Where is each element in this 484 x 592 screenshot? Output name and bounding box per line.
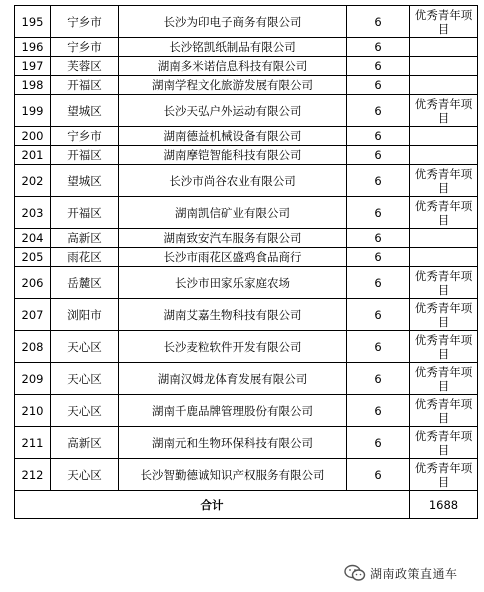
table-row: [15, 267, 478, 299]
table-body: [15, 6, 478, 491]
row-note: 优秀青年项目: [410, 395, 478, 427]
total-amount: 1688: [410, 491, 478, 519]
row-note: 优秀青年项目: [410, 197, 478, 229]
row-number: 204: [15, 229, 51, 248]
row-number: 206: [15, 267, 51, 299]
row-district: 天心区: [51, 459, 119, 491]
row-amount: 6: [347, 197, 410, 229]
row-company: 长沙麦粒软件开发有限公司: [119, 331, 347, 363]
row-note: 优秀青年项目: [410, 267, 478, 299]
row-amount: 6: [347, 248, 410, 267]
row-number: 211: [15, 427, 51, 459]
row-district: 天心区: [51, 331, 119, 363]
funding-table: [14, 5, 478, 519]
table-row: [15, 395, 478, 427]
row-number: 197: [15, 57, 51, 76]
watermark: [344, 561, 482, 585]
row-number: 201: [15, 146, 51, 165]
row-note: 优秀青年项目: [410, 427, 478, 459]
row-company: 湖南艾嘉生物科技有限公司: [119, 299, 347, 331]
row-company: 湖南摩铠智能科技有限公司: [119, 146, 347, 165]
row-amount: 6: [347, 427, 410, 459]
row-note: 优秀青年项目: [410, 165, 478, 197]
row-amount: 6: [347, 38, 410, 57]
row-note: 优秀青年项目: [410, 363, 478, 395]
row-amount: 6: [347, 127, 410, 146]
row-district: 天心区: [51, 395, 119, 427]
row-district: 高新区: [51, 427, 119, 459]
table-row: [15, 299, 478, 331]
row-district: 岳麓区: [51, 267, 119, 299]
row-company: 湖南致安汽车服务有限公司: [119, 229, 347, 248]
row-number: 200: [15, 127, 51, 146]
table-row: [15, 427, 478, 459]
row-company: 长沙为印电子商务有限公司: [119, 6, 347, 38]
row-company: 长沙市雨花区盛鸡食品商行: [119, 248, 347, 267]
row-district: 望城区: [51, 95, 119, 127]
row-district: 宁乡市: [51, 127, 119, 146]
row-note: [410, 76, 478, 95]
table-row: [15, 95, 478, 127]
row-amount: 6: [347, 57, 410, 76]
row-district: 开福区: [51, 76, 119, 95]
row-amount: 6: [347, 363, 410, 395]
row-note: 优秀青年项目: [410, 95, 478, 127]
row-note: [410, 38, 478, 57]
row-company: 湖南学程文化旅游发展有限公司: [119, 76, 347, 95]
row-company: 长沙市田家乐家庭农场: [119, 267, 347, 299]
row-number: 195: [15, 6, 51, 38]
table-row: [15, 146, 478, 165]
row-note: [410, 146, 478, 165]
row-company: 湖南多米诺信息科技有限公司: [119, 57, 347, 76]
row-number: 196: [15, 38, 51, 57]
table-row: [15, 165, 478, 197]
row-company: 湖南凯信矿业有限公司: [119, 197, 347, 229]
table-row: [15, 459, 478, 491]
row-district: 开福区: [51, 146, 119, 165]
table-row: [15, 197, 478, 229]
row-company: 湖南元和生物环保科技有限公司: [119, 427, 347, 459]
row-company: 长沙市尚谷农业有限公司: [119, 165, 347, 197]
row-company: 湖南汉姆龙体育发展有限公司: [119, 363, 347, 395]
row-amount: 6: [347, 165, 410, 197]
table-row: [15, 38, 478, 57]
row-district: 开福区: [51, 197, 119, 229]
row-number: 207: [15, 299, 51, 331]
row-amount: 6: [347, 6, 410, 38]
table-row: [15, 248, 478, 267]
row-district: 天心区: [51, 363, 119, 395]
row-number: 198: [15, 76, 51, 95]
total-row: [15, 491, 478, 519]
row-district: 芙蓉区: [51, 57, 119, 76]
row-note: 优秀青年项目: [410, 459, 478, 491]
row-note: [410, 57, 478, 76]
row-company: 湖南德益机械设备有限公司: [119, 127, 347, 146]
row-number: 199: [15, 95, 51, 127]
row-number: 205: [15, 248, 51, 267]
row-district: 浏阳市: [51, 299, 119, 331]
row-amount: 6: [347, 395, 410, 427]
row-district: 宁乡市: [51, 6, 119, 38]
row-amount: 6: [347, 76, 410, 95]
row-amount: 6: [347, 331, 410, 363]
row-district: 雨花区: [51, 248, 119, 267]
table-row: [15, 127, 478, 146]
row-note: 优秀青年项目: [410, 299, 478, 331]
row-district: 望城区: [51, 165, 119, 197]
row-amount: 6: [347, 267, 410, 299]
row-company: 长沙智勤德诚知识产权服务有限公司: [119, 459, 347, 491]
row-note: 优秀青年项目: [410, 6, 478, 38]
table-row: [15, 57, 478, 76]
row-number: 202: [15, 165, 51, 197]
row-amount: 6: [347, 229, 410, 248]
row-note: [410, 127, 478, 146]
row-note: [410, 229, 478, 248]
row-note: 优秀青年项目: [410, 331, 478, 363]
row-district: 高新区: [51, 229, 119, 248]
watermark-text: 湖南政策直通车: [370, 566, 458, 581]
table-row: [15, 6, 478, 38]
row-number: 209: [15, 363, 51, 395]
row-district: 宁乡市: [51, 38, 119, 57]
row-company: 长沙天弘户外运动有限公司: [119, 95, 347, 127]
table-row: [15, 229, 478, 248]
table-row: [15, 331, 478, 363]
table-row: [15, 363, 478, 395]
row-number: 208: [15, 331, 51, 363]
row-number: 210: [15, 395, 51, 427]
table-row: [15, 76, 478, 95]
row-company: 长沙铭凯纸制品有限公司: [119, 38, 347, 57]
row-amount: 6: [347, 95, 410, 127]
row-amount: 6: [347, 459, 410, 491]
row-number: 203: [15, 197, 51, 229]
row-amount: 6: [347, 299, 410, 331]
row-company: 湖南千鹿品牌管理股份有限公司: [119, 395, 347, 427]
wechat-icon: [344, 564, 366, 582]
row-note: [410, 248, 478, 267]
total-label: 合计: [15, 491, 410, 519]
row-number: 212: [15, 459, 51, 491]
row-amount: 6: [347, 146, 410, 165]
